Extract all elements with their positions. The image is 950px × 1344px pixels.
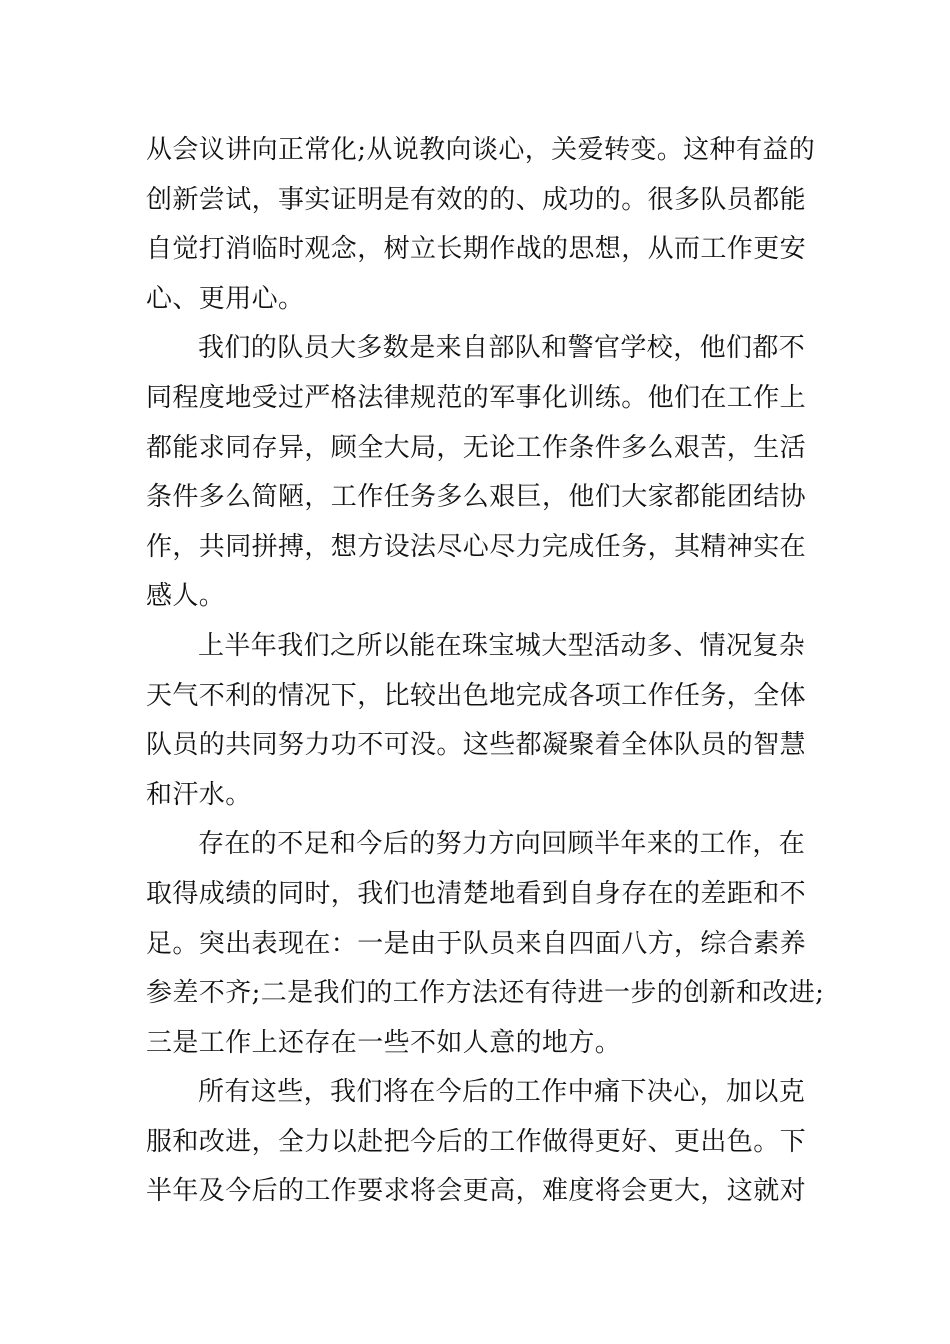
paragraph-line: 服和改进，全力以赴把今后的工作做得更好、更出色。下 bbox=[146, 1126, 807, 1157]
paragraph-line: 都能求同存异，顾全大局，无论工作条件多么艰苦，生活 bbox=[146, 432, 807, 463]
paragraph-4 bbox=[146, 820, 825, 1068]
paragraph-line: 条件多么简陋，工作任务多么艰巨，他们大家都能团结协 bbox=[146, 482, 807, 513]
paragraph-line: 作，共同拼搏，想方设法尽心尽力完成任务，其精神实在 bbox=[146, 531, 807, 562]
paragraph-line: 天气不利的情况下，比较出色地完成各项工作任务，全体 bbox=[146, 680, 807, 711]
paragraph-first-line: 存在的不足和今后的努力方向回顾半年来的工作，在 bbox=[198, 829, 806, 860]
paragraph-line: 自觉打消临时观念，树立长期作战的思想，从而工作更安 bbox=[146, 234, 807, 265]
paragraph-line: 参差不齐;二是我们的工作方法还有待进一步的创新和改进; bbox=[146, 978, 825, 1009]
paragraph-line: 半年及今后的工作要求将会更高，难度将会更大，这就对 bbox=[146, 1176, 807, 1207]
paragraph-line: 队员的共同努力功不可没。这些都凝聚着全体队员的智慧 bbox=[146, 730, 807, 761]
paragraph-line: 同程度地受过严格法律规范的军事化训练。他们在工作上 bbox=[146, 382, 807, 413]
paragraph-1 bbox=[146, 126, 818, 324]
paragraph-line: 三是工作上还存在一些不如人意的地方。 bbox=[146, 1027, 622, 1058]
paragraph-line: 从会议讲向正常化;从说教向谈心，关爱转变。这种有益的 bbox=[146, 135, 816, 165]
paragraph-line: 和汗水。 bbox=[146, 779, 252, 810]
paragraph-5 bbox=[146, 1068, 818, 1217]
paragraph-3 bbox=[146, 622, 818, 820]
paragraph-line: 创新尝试，事实证明是有效的的、成功的。很多队员都能 bbox=[146, 184, 807, 215]
paragraph-first-line: 上半年我们之所以能在珠宝城大型活动多、情况复杂 bbox=[198, 630, 806, 661]
paragraph-first-line: 所有这些，我们将在今后的工作中痛下决心，加以克 bbox=[198, 1077, 806, 1108]
paragraph-first-line: 我们的队员大多数是来自部队和警官学校，他们都不 bbox=[198, 333, 806, 364]
paragraph-line: 感人。 bbox=[146, 581, 226, 612]
paragraph-2 bbox=[146, 324, 818, 622]
document-body bbox=[146, 126, 825, 1217]
paragraph-line: 取得成绩的同时，我们也清楚地看到自身存在的差距和不 bbox=[146, 878, 807, 909]
paragraph-line: 足。突出表现在：一是由于队员来自四面八方，综合素养 bbox=[146, 928, 807, 959]
paragraph-line: 心、更用心。 bbox=[146, 283, 305, 314]
